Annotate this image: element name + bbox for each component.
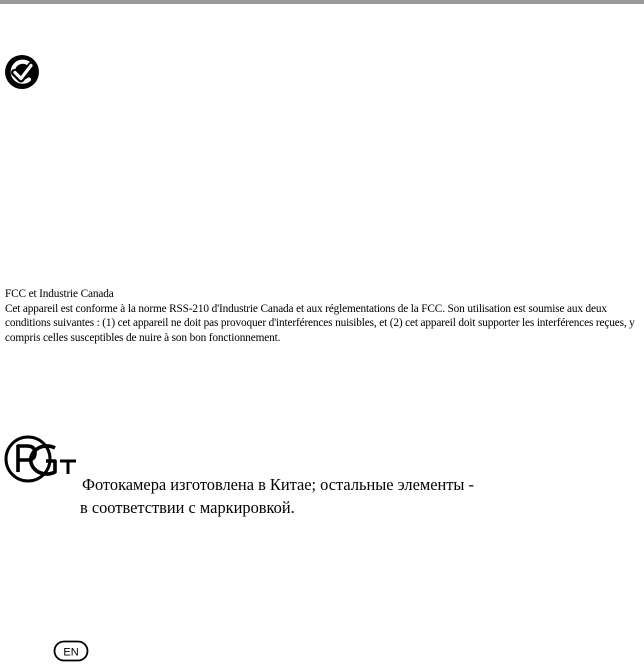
russian-note-line-1: Фотокамера изготовлена в Китае; остальные элементы - — [82, 475, 474, 494]
language-badge-label: EN — [63, 646, 79, 659]
russian-manufacture-note — [80, 473, 600, 519]
language-badge-icon — [53, 640, 89, 662]
russian-note-line-2: в соответствии с маркировкой. — [80, 498, 295, 517]
fcc-body: Cet appareil est conforme à la norme RSS-210 d'Industrie Canada et aux réglementations de la FCC. Son utilisation est soumise aux deux conditions suivantes : (1) cet appareil ne doit pas provoquer d'interférences nuisibles, et (2) cet appareil doit supporter les interférences reçues, y compris celles susceptibles de nuire à son bon fonctionnement. — [5, 302, 635, 344]
c-tick-icon — [4, 54, 40, 90]
top-rule — [0, 0, 644, 4]
fcc-ic-notice — [5, 287, 637, 345]
fcc-title: FCC et Industrie Canada — [5, 288, 114, 300]
gost-r-certification-icon — [4, 434, 88, 484]
